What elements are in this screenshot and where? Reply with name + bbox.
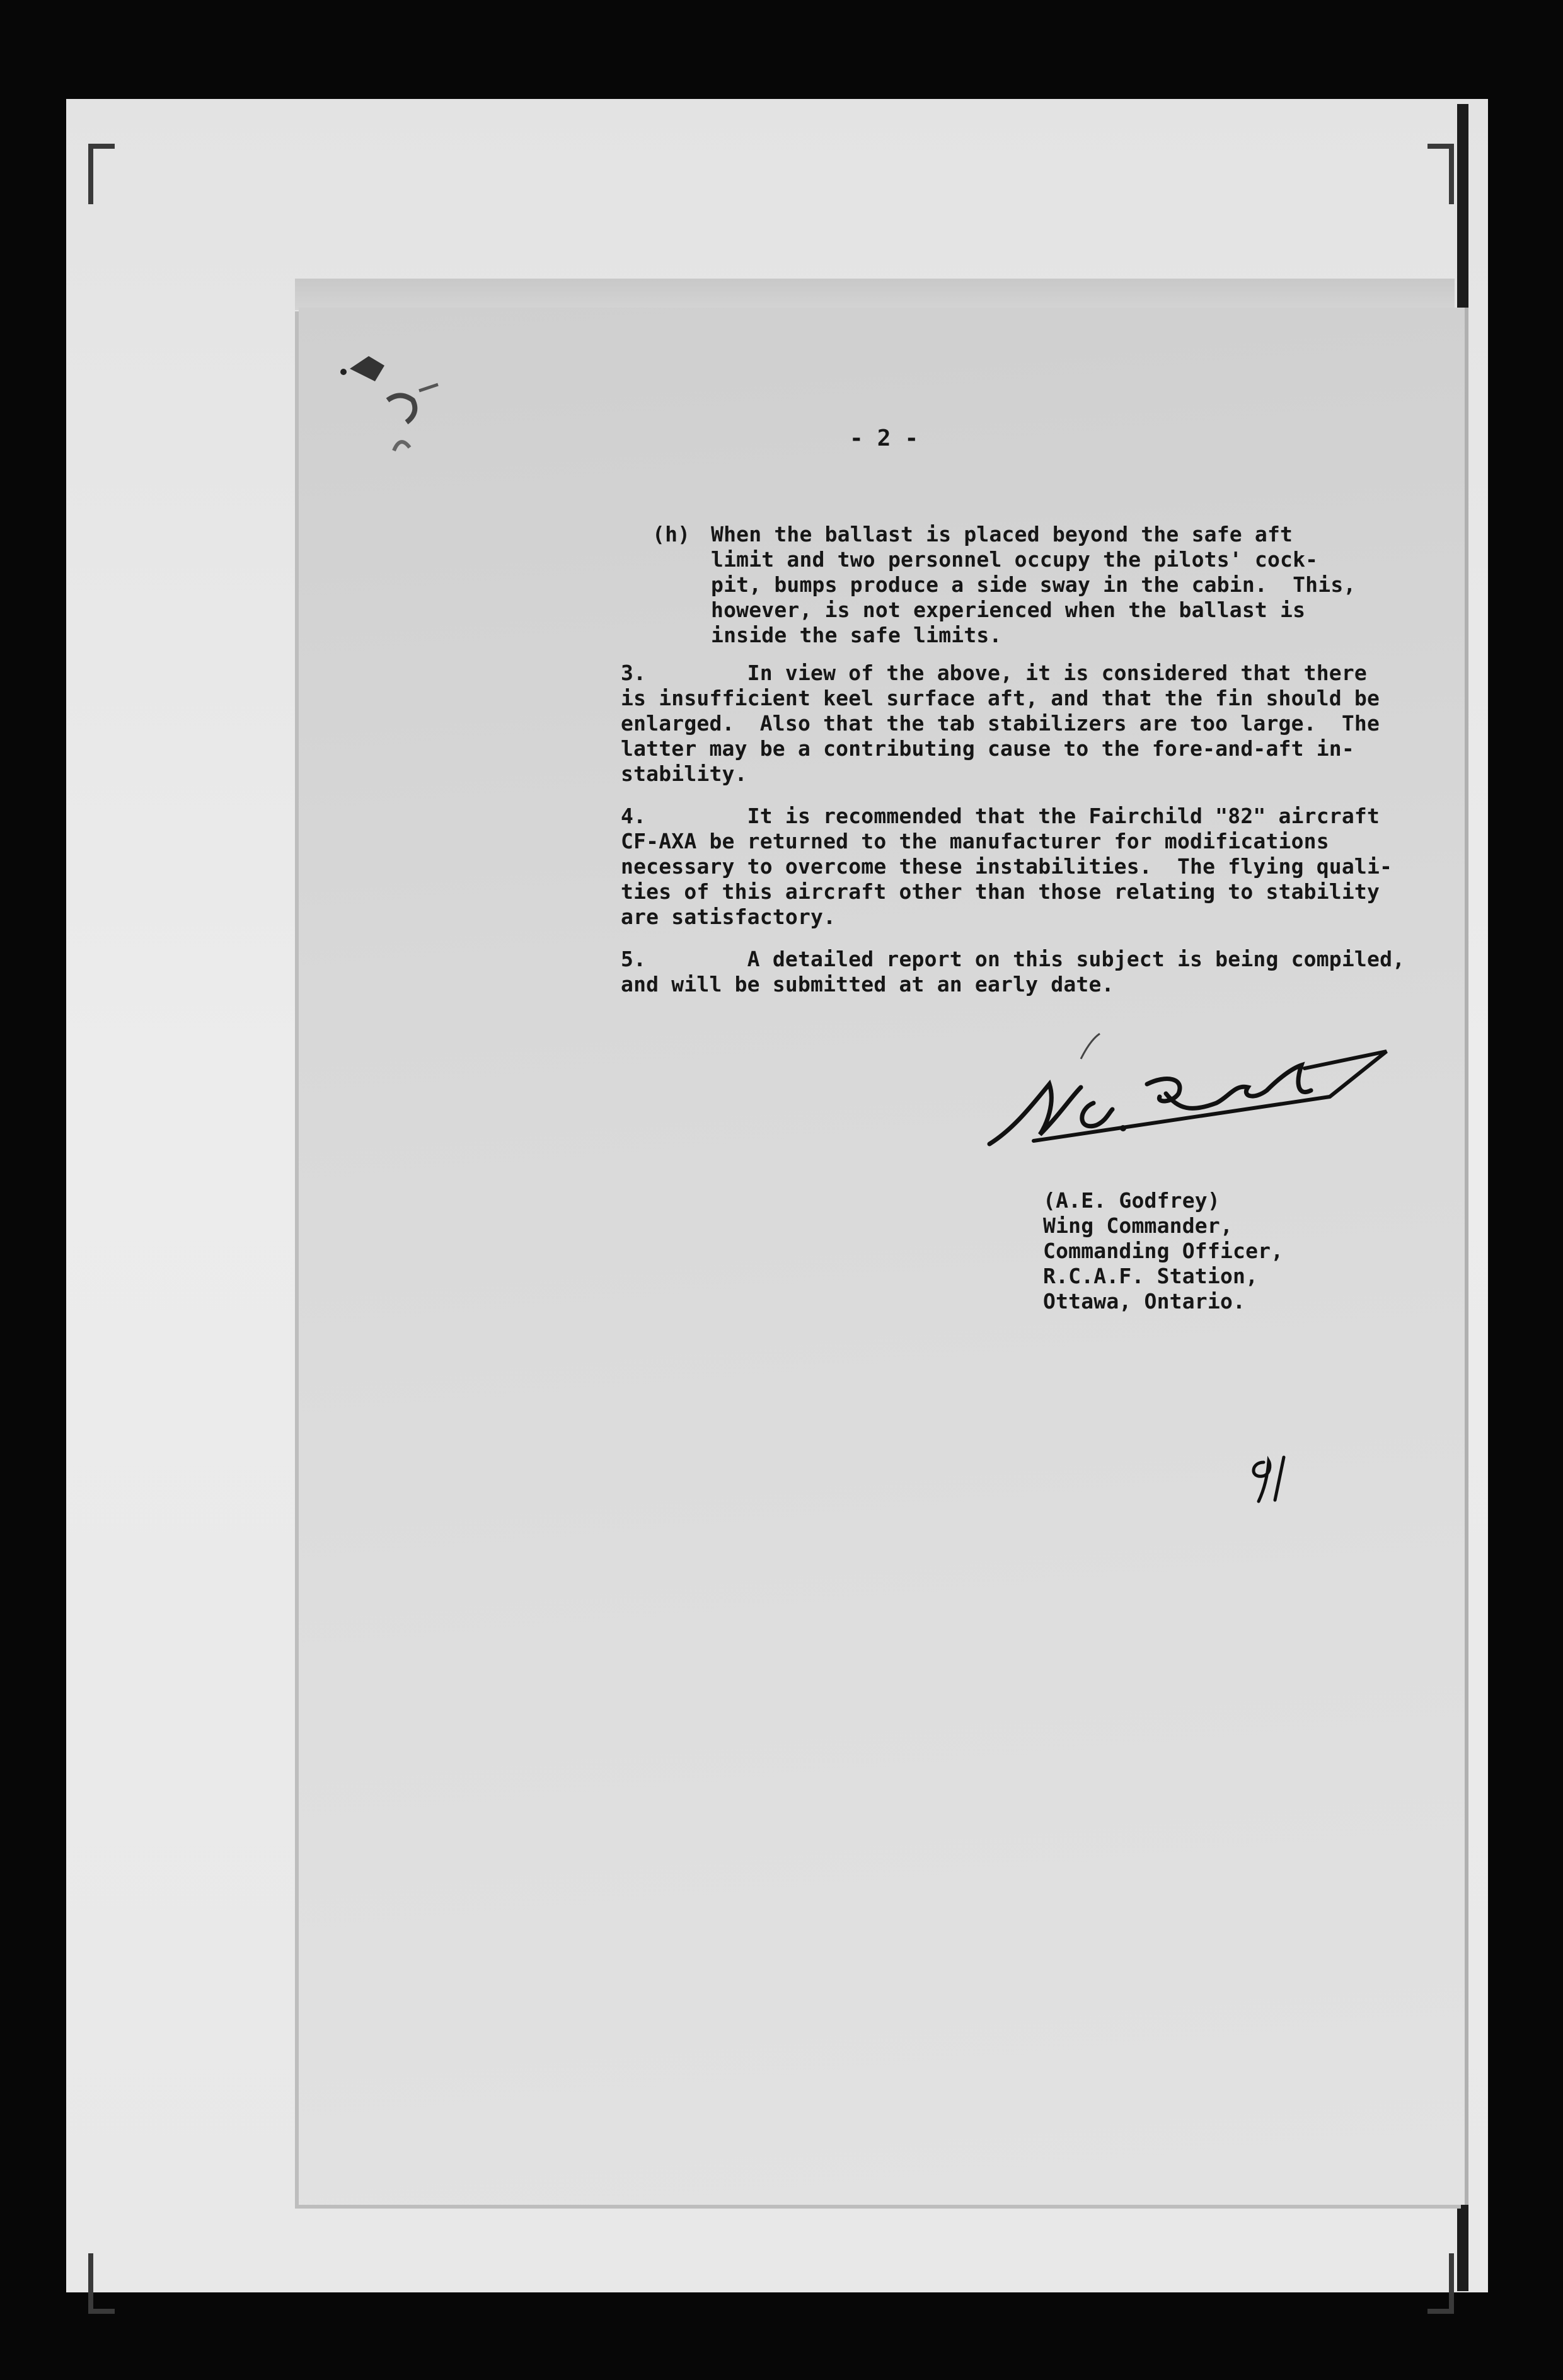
paragraph-5 <box>621 947 1405 997</box>
signatory-name: (A.E. Godfrey) <box>1043 1188 1220 1213</box>
text-line: is insufficient keel surface aft, and that the fin should be <box>621 686 1380 710</box>
paragraph-h-marker: (h) <box>652 522 691 546</box>
signatory-rank: Wing Commander, <box>1043 1213 1233 1238</box>
signature-block <box>1043 1188 1283 1314</box>
text-line: limit and two personnel occupy the pilots' cock- <box>711 547 1318 572</box>
handwritten-folio-number <box>1245 1450 1301 1506</box>
signatory-station: R.C.A.F. Station, <box>1043 1264 1259 1288</box>
text-line: When the ballast is placed beyond the safe aft <box>711 522 1293 546</box>
paragraph-number: 3. <box>621 661 647 685</box>
handwritten-signature <box>977 1008 1418 1160</box>
paragraph-3 <box>621 661 1380 787</box>
signatory-title: Commanding Officer, <box>1043 1239 1284 1263</box>
text-line: necessary to overcome these instabilities. The flying quali- <box>621 854 1393 879</box>
text-line: CF-AXA be returned to the manufacturer for modifications <box>621 829 1329 853</box>
text-line: In view of the above, it is considered that there <box>646 661 1367 685</box>
text-line: and will be submitted at an early date. <box>621 972 1114 996</box>
paragraph-4 <box>621 804 1392 930</box>
sheet-top-edge <box>295 279 1455 310</box>
text-line: ties of this aircraft other than those relating to stability <box>621 879 1380 904</box>
crop-mark-top-right <box>1427 144 1454 204</box>
text-line: stability. <box>621 761 747 786</box>
paragraph-number: 4. <box>621 804 647 828</box>
signatory-location: Ottawa, Ontario. <box>1043 1289 1246 1314</box>
text-line: inside the safe limits. <box>711 623 1002 647</box>
paragraph-h <box>711 522 1356 648</box>
text-line: enlarged. Also that the tab stabilizers are too large. The <box>621 711 1380 736</box>
crop-mark-bottom-right <box>1427 2253 1454 2314</box>
paragraph-number: 5. <box>621 947 647 971</box>
text-line: It is recommended that the Fairchild "82" aircraft <box>646 804 1380 828</box>
text-line: pit, bumps produce a side sway in the cabin. This, <box>711 572 1356 597</box>
ink-blot-mark <box>325 331 476 482</box>
crop-mark-top-left <box>88 144 115 204</box>
crop-mark-bottom-left <box>88 2253 115 2314</box>
page-number: - 2 - <box>850 425 919 451</box>
text-line: A detailed report on this subject is being compiled, <box>646 947 1405 971</box>
text-line: are satisfactory. <box>621 904 836 929</box>
text-line: latter may be a contributing cause to the fore-and-aft in- <box>621 736 1354 761</box>
text-line: however, is not experienced when the ballast is <box>711 598 1306 622</box>
